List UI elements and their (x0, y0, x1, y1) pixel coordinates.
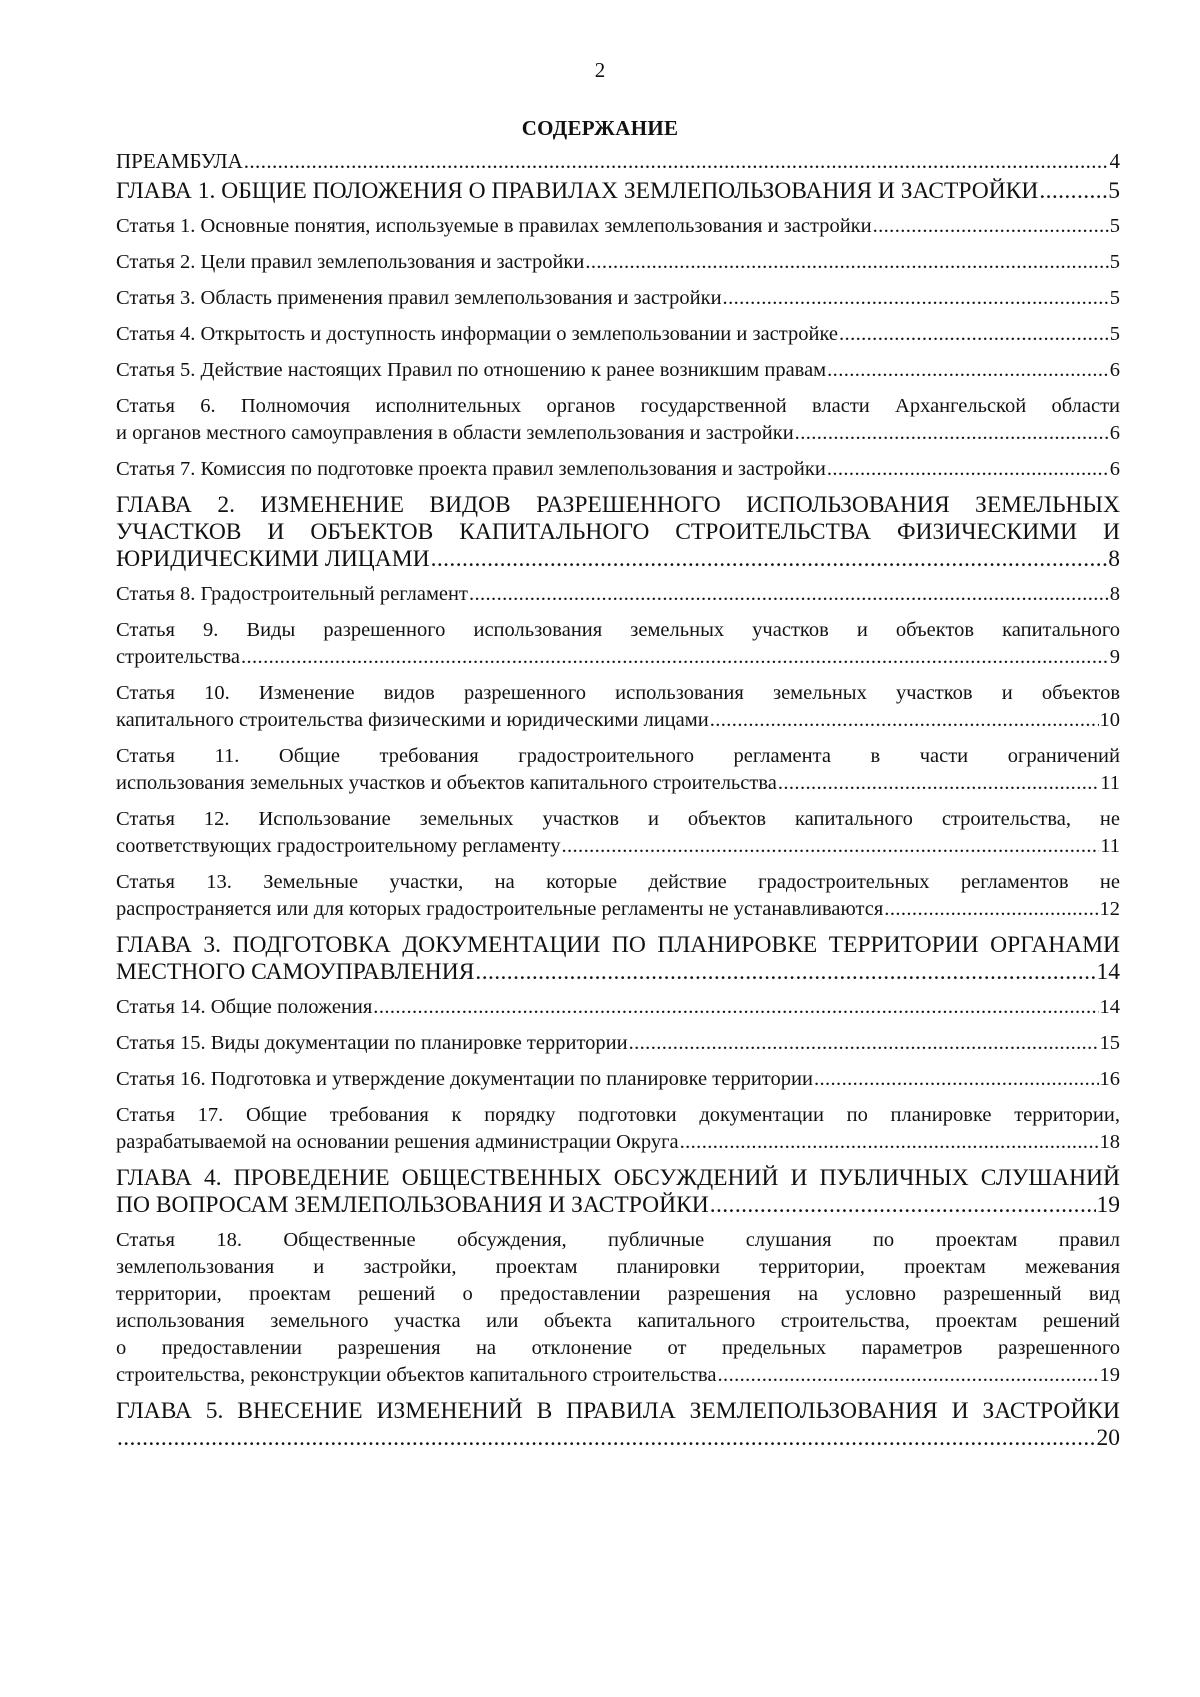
toc-entry-text-line: Статья 13. Земельные участки, на которые действие градостроительных регламентов не (116, 871, 1120, 893)
toc-entry-page-number: 18 (1099, 1131, 1120, 1153)
toc-entry-title: Статья 1. Основные понятия, используемые в правилах землепользования и застройки (116, 215, 872, 237)
toc-entry-chapter[interactable] (116, 1165, 1120, 1219)
toc-entry-title: Статья 16. Подготовка и утверждение документации по планировке территории (116, 1068, 813, 1090)
toc-entry-leader-line (116, 456, 1120, 483)
toc-entry-leader-line (116, 321, 1120, 348)
toc-entry-title: МЕСТНОГО САМОУПРАВЛЕНИЯ (116, 959, 475, 985)
toc-entry-title: Статья 14. Общие положения (116, 996, 373, 1018)
toc-entry-page-number: 15 (1099, 1032, 1120, 1054)
toc-entry-title: использования земельных участков и объектов капитального строительства (116, 772, 777, 794)
toc-entry-page-number: 5 (1109, 215, 1120, 237)
dot-leader (873, 213, 1109, 240)
dot-leader (117, 1425, 1096, 1452)
dot-leader (778, 770, 1099, 797)
toc-entry-page-number: 5 (1109, 323, 1120, 345)
toc-entry-title: Статья 3. Область применения правил землепользования и застройки (116, 287, 722, 309)
toc-entry-article[interactable] (116, 743, 1120, 797)
toc-entry-text-line: о предоставлении разрешения на отклонение от предельных параметров разрешенного (116, 1337, 1120, 1359)
toc-entry-page-number: 14 (1096, 959, 1120, 985)
toc-entry-article[interactable] (116, 249, 1120, 276)
toc-entry-text-line: землепользования и застройки, проектам планировки территории, проектам межевания (116, 1256, 1120, 1278)
dot-leader (710, 1192, 1096, 1219)
toc-entry-chapter[interactable] (116, 178, 1120, 205)
toc-entry-page-number: 6 (1109, 458, 1120, 480)
toc-entry-article[interactable] (116, 1102, 1120, 1156)
toc-entry-leader-line (116, 420, 1120, 447)
toc-entry-title: строительства (116, 646, 240, 668)
toc-entry-leader-line (116, 357, 1120, 384)
toc-entry-page-number: 14 (1099, 996, 1120, 1018)
toc-entry-title: капитального строительства физическими и юридическими лицами (116, 709, 709, 731)
toc-entry-title: соответствующих градостроительному регламенту (116, 835, 561, 857)
toc-entry-text-line: Статья 9. Виды разрешенного использования земельных участков и объектов капитального (116, 619, 1120, 641)
toc-entry-page-number: 5 (1109, 287, 1120, 309)
toc-entry-leader-line (116, 896, 1120, 923)
toc-entry-article[interactable] (116, 1030, 1120, 1057)
dot-leader (795, 420, 1109, 447)
dot-leader (814, 1066, 1099, 1093)
toc-entry-page-number: 5 (1109, 251, 1120, 273)
toc-entry-text-line: Статья 10. Изменение видов разрешенного использования земельных участков и объектов (116, 682, 1120, 704)
dot-leader (723, 285, 1109, 312)
toc-entry-page-number: 6 (1109, 359, 1120, 381)
toc-entry-title: Статья 5. Действие настоящих Правил по отношению к ранее возникшим правам (116, 359, 827, 381)
toc-entry-title: Статья 8. Градостроительный регламент (116, 583, 468, 605)
toc-entry-title: Статья 2. Цели правил землепользования и застройки (116, 251, 585, 273)
dot-leader (373, 994, 1098, 1021)
toc-entry-page-number: 20 (1096, 1425, 1120, 1451)
toc-entry-title: Статья 15. Виды документации по планировке территории (116, 1032, 628, 1054)
toc-entry-leader-line (116, 1066, 1120, 1093)
dot-leader (469, 581, 1109, 608)
toc-entry-leader-line (116, 1425, 1120, 1452)
dot-leader (680, 1129, 1099, 1156)
toc-entry-page-number: 19 (1099, 1364, 1120, 1386)
toc-entry-article[interactable] (116, 869, 1120, 923)
toc-entry-title: ПРЕАМБУЛА (116, 149, 243, 173)
toc-entry-title: Статья 4. Открытость и доступность информации о землепользовании и застройке (116, 323, 839, 345)
toc-entry-leader-line (116, 959, 1120, 986)
toc-entry-text-line: ГЛАВА 2. ИЗМЕНЕНИЕ ВИДОВ РАЗРЕШЕННОГО ИСПОЛЬЗОВАНИЯ ЗЕМЕЛЬНЫХ (116, 492, 1120, 518)
dot-leader (827, 456, 1109, 483)
toc-entry-text-line: территории, проектам решений о предоставлении разрешения на условно разрешенный вид (116, 1283, 1120, 1305)
toc-entry-article[interactable] (116, 1066, 1120, 1093)
dot-leader (585, 249, 1108, 276)
toc-entry-leader-line (116, 1362, 1120, 1389)
toc-entry-text-line: Статья 6. Полномочия исполнительных органов государственной власти Архангельской области (116, 395, 1120, 417)
toc-entry-article[interactable] (116, 456, 1120, 483)
toc-entry-leader-line (116, 581, 1120, 608)
toc-entry-leader-line (116, 1129, 1120, 1156)
toc-entry-page-number: 16 (1099, 1068, 1120, 1090)
toc-entry-page-number: 11 (1100, 835, 1120, 857)
toc-entry-page-number: 8 (1109, 583, 1120, 605)
toc-entry-page-number: 8 (1108, 546, 1120, 572)
page-number: 2 (594, 58, 606, 82)
dot-leader (561, 833, 1099, 860)
toc-entry-page-number: 5 (1108, 178, 1120, 204)
dot-leader (1039, 178, 1107, 205)
toc-entry-leader-line (116, 1192, 1120, 1219)
toc-entry-article[interactable] (116, 285, 1120, 312)
toc-entry-page-number: 10 (1099, 709, 1120, 731)
toc-entry-title: Статья 7. Комиссия по подготовке проекта правил землепользования и застройки (116, 458, 826, 480)
dot-leader (475, 959, 1095, 986)
toc-entry-article[interactable] (116, 321, 1120, 348)
toc-entry-text-line: Статья 18. Общественные обсуждения, публичные слушания по проектам правил (116, 1229, 1120, 1251)
toc-entry-leader-line (116, 707, 1120, 734)
toc-entry-leader-line (116, 546, 1120, 573)
table-of-contents (116, 148, 1120, 1460)
toc-entry-preamble[interactable] (116, 148, 1120, 175)
toc-entry-page-number: 9 (1109, 646, 1120, 668)
toc-entry-leader-line (116, 770, 1120, 797)
toc-entry-leader-line (116, 1030, 1120, 1057)
toc-entry-article[interactable] (116, 357, 1120, 384)
dot-leader (827, 357, 1109, 384)
toc-entry-leader-line (116, 213, 1120, 240)
dot-leader (431, 546, 1108, 573)
toc-entry-title: ГЛАВА 1. ОБЩИЕ ПОЛОЖЕНИЯ О ПРАВИЛАХ ЗЕМЛЕПОЛЬЗОВАНИЯ И ЗАСТРОЙКИ (116, 178, 1039, 204)
toc-entry-page-number: 11 (1100, 772, 1120, 794)
toc-entry-chapter[interactable] (116, 492, 1120, 573)
toc-entry-article[interactable] (116, 994, 1120, 1021)
toc-entry-chapter[interactable] (116, 932, 1120, 986)
dot-leader (710, 707, 1099, 734)
toc-entry-article[interactable] (116, 1227, 1120, 1389)
toc-entry-leader-line (116, 833, 1120, 860)
toc-entry-leader-line (116, 148, 1120, 175)
dot-leader (629, 1030, 1099, 1057)
toc-entry-title: распространяется или для которых градостроительные регламенты не устанавливаются (116, 898, 884, 920)
toc-entry-text-line: ГЛАВА 3. ПОДГОТОВКА ДОКУМЕНТАЦИИ ПО ПЛАНИРОВКЕ ТЕРРИТОРИИ ОРГАНАМИ (116, 932, 1120, 958)
toc-entry-article[interactable] (116, 806, 1120, 860)
toc-entry-text-line: ГЛАВА 4. ПРОВЕДЕНИЕ ОБЩЕСТВЕННЫХ ОБСУЖДЕНИЙ И ПУБЛИЧНЫХ СЛУШАНИЙ (116, 1165, 1120, 1191)
toc-entry-chapter[interactable] (116, 1398, 1120, 1452)
toc-entry-title: и органов местного самоуправления в области землепользования и застройки (116, 422, 794, 444)
toc-entry-article[interactable] (116, 680, 1120, 734)
dot-leader (718, 1362, 1099, 1389)
dot-leader (884, 896, 1098, 923)
toc-entry-article[interactable] (116, 213, 1120, 240)
toc-entry-page-number: 12 (1099, 898, 1120, 920)
toc-entry-title: ЮРИДИЧЕСКИМИ ЛИЦАМИ (116, 546, 430, 572)
toc-entry-title: ПО ВОПРОСАМ ЗЕМЛЕПОЛЬЗОВАНИЯ И ЗАСТРОЙКИ (116, 1192, 709, 1218)
toc-entry-leader-line (116, 644, 1120, 671)
toc-entry-text-line: Статья 12. Использование земельных участков и объектов капитального строительства, не (116, 808, 1120, 830)
toc-entry-page-number: 6 (1109, 422, 1120, 444)
toc-entry-page-number: 19 (1096, 1192, 1120, 1218)
toc-title: СОДЕРЖАНИЕ (521, 116, 679, 140)
toc-entry-leader-line (116, 178, 1120, 205)
toc-entry-text-line: использования земельного участка или объекта капитального строительства, проектам решений (116, 1310, 1120, 1332)
toc-entry-article[interactable] (116, 393, 1120, 447)
toc-entry-text-line: УЧАСТКОВ И ОБЪЕКТОВ КАПИТАЛЬНОГО СТРОИТЕЛЬСТВА ФИЗИЧЕСКИМИ И (116, 519, 1120, 545)
toc-entry-article[interactable] (116, 581, 1120, 608)
toc-entry-title: строительства, реконструкции объектов капитального строительства (116, 1364, 717, 1386)
dot-leader (241, 644, 1109, 671)
toc-entry-title: разрабатываемой на основании решения администрации Округа (116, 1131, 679, 1153)
dot-leader (839, 321, 1109, 348)
toc-entry-text-line: Статья 17. Общие требования к порядку подготовки документации по планировке территории, (116, 1104, 1120, 1126)
dot-leader (244, 148, 1109, 175)
toc-entry-text-line: ГЛАВА 5. ВНЕСЕНИЕ ИЗМЕНЕНИЙ В ПРАВИЛА ЗЕМЛЕПОЛЬЗОВАНИЯ И ЗАСТРОЙКИ (116, 1398, 1120, 1424)
toc-entry-page-number: 4 (1109, 149, 1120, 173)
toc-entry-leader-line (116, 285, 1120, 312)
toc-entry-leader-line (116, 994, 1120, 1021)
toc-entry-leader-line (116, 249, 1120, 276)
toc-entry-text-line: Статья 11. Общие требования градостроительного регламента в части ограничений (116, 745, 1120, 767)
toc-entry-article[interactable] (116, 617, 1120, 671)
